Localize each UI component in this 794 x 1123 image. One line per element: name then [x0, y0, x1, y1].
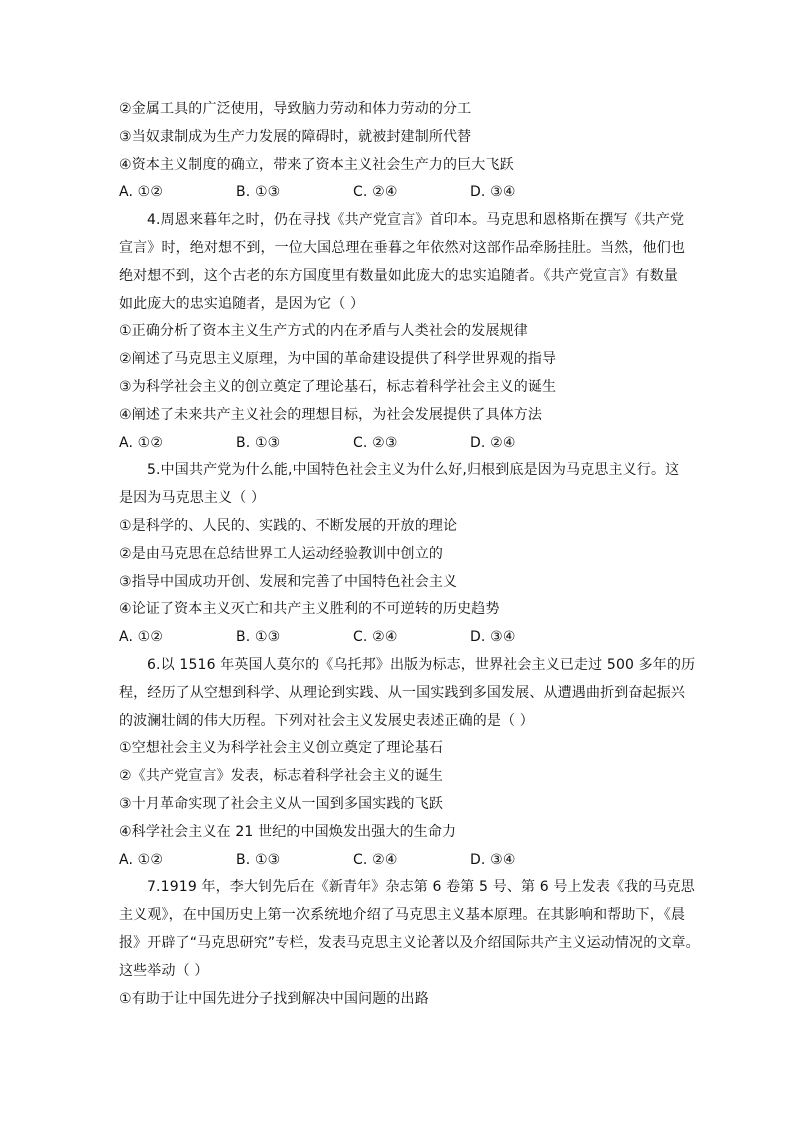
answer-option: C. ②④ — [353, 629, 398, 646]
question-stem-line: 5.中国共产党为什么能,中国特色社会主义为什么好,归根到底是因为马克思主义行。这 — [147, 462, 680, 479]
text-line: ①有助于让中国先进分子找到解决中国问题的出路 — [119, 990, 429, 1007]
text-line: ①是科学的、人民的、实践的、不断发展的开放的理论 — [119, 517, 458, 534]
answer-option: A. ①② — [119, 184, 164, 201]
text-line: ③十月革命实现了社会主义从一国到多国实践的飞跃 — [119, 795, 443, 812]
answer-option: C. ②④ — [353, 184, 398, 201]
text-line: 程，经历了从空想到科学、从理论到实践、从一国实践到多国发展、从遭遇曲折到奋起振兴 — [119, 684, 685, 701]
text-line: ④论证了资本主义灭亡和共产主义胜利的不可逆转的历史趋势 — [119, 601, 500, 618]
text-line: 这些举动（ ） — [119, 962, 209, 979]
answer-option: C. ②③ — [353, 434, 398, 451]
text-line: 主义观》，在中国历史上第一次系统地介绍了马克思主义基本原理。在其影响和帮助下，《晨 — [119, 907, 686, 924]
answer-option: D. ②④ — [470, 434, 516, 451]
answer-option: D. ③④ — [470, 184, 516, 201]
answer-option: D. ③④ — [470, 851, 516, 868]
answer-option: D. ③④ — [470, 629, 516, 646]
text-line: ④科学社会主义在 21 世纪的中国焕发出强大的生命力 — [119, 823, 457, 840]
text-line: 报》开辟了“马克思研究”专栏，发表马克思主义论著以及介绍国际共产主义运动情况的文章。 — [119, 934, 700, 951]
question-stem-line: 7.1919 年，李大钊先后在《新青年》杂志第 6 卷第 5 号、第 6 号上发表《我的马克思 — [147, 879, 695, 896]
text-line: ②金属工具的广泛使用，导致脑力劳动和体力劳动的分工 — [119, 101, 472, 117]
answer-options — [119, 847, 679, 875]
text-line: 绝对想不到，这个古老的东方国度里有数量如此庞大的忠实追随者。《共产党宣言》有数量 — [119, 267, 678, 284]
text-line: 宣言》时，绝对想不到，一位大国总理在垂暮之年依然对这部作品牵肠挂肚。当然，他们也 — [119, 239, 685, 256]
text-line: ②阐述了马克思主义原理，为中国的革命建设提供了科学世界观的指导 — [119, 351, 557, 368]
text-line: ③指导中国成功开创、发展和完善了中国特色社会主义 — [119, 573, 458, 590]
text-line: ①正确分析了资本主义生产方式的内在矛盾与人类社会的发展规律 — [119, 323, 528, 340]
answer-option: A. ①② — [119, 434, 164, 451]
text-line: ②是由马克思在总结世界工人运动经验教训中创立的 — [119, 545, 443, 562]
text-line: 如此庞大的忠实追随者，是因为它（ ） — [119, 295, 365, 312]
answer-option: B. ①③ — [236, 851, 281, 868]
question-stem-line: 4.周恩来暮年之时，仍在寻找《共产党宣言》首印本。马克思和恩格斯在撰写《共产党 — [147, 212, 685, 229]
text-line: ②《共产党宣言》发表，标志着科学社会主义的诞生 — [119, 768, 443, 785]
text-line: 是因为马克思主义（ ） — [119, 490, 266, 507]
answer-options — [119, 179, 679, 207]
question-stem-line: 6.以 1516 年英国人莫尔的《乌托邦》出版为标志，世界社会主义已走过 500 多年的历 — [147, 656, 696, 673]
text-line: 的波澜壮阔的伟大历程。下列对社会主义发展史表述正确的是（ ） — [119, 712, 534, 729]
answer-option: A. ①② — [119, 629, 164, 646]
text-line: ④资本主义制度的确立，带来了资本主义社会生产力的巨大飞跃 — [119, 156, 514, 173]
answer-options — [119, 624, 679, 652]
text-line: ③为科学社会主义的创立奠定了理论基石，标志着科学社会主义的诞生 — [119, 378, 557, 395]
answer-options — [119, 430, 679, 458]
question-content — [119, 96, 700, 1013]
answer-option: B. ①③ — [236, 629, 281, 646]
text-line: ①空想社会主义为科学社会主义创立奠定了理论基石 — [119, 740, 443, 757]
answer-option: A. ①② — [119, 851, 164, 868]
text-line: ③当奴隶制成为生产力发展的障碍时，就被封建制所代替 — [119, 128, 472, 145]
answer-option: B. ①③ — [236, 184, 281, 201]
text-line: ④阐述了未来共产主义社会的理想目标，为社会发展提供了具体方法 — [119, 406, 543, 423]
answer-option: C. ②④ — [353, 851, 398, 868]
answer-option: B. ①③ — [236, 434, 281, 451]
